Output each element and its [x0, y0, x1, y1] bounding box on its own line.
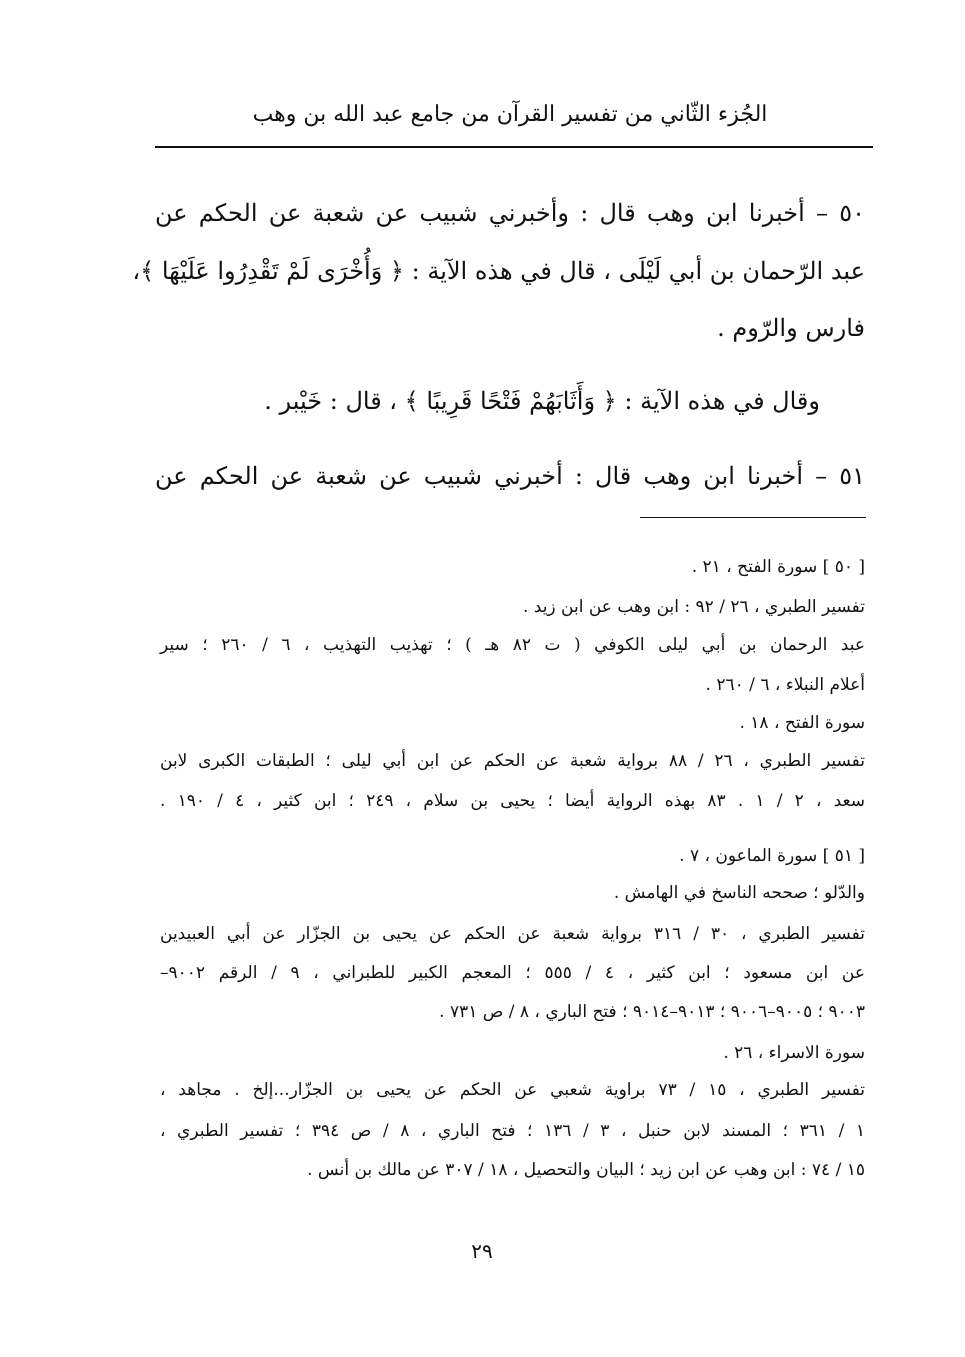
footnote-line-16: ١٥ / ٧٤ : ابن وهب عن ابن زيد ؛ البيان والتحصيل ، ١٨ / ٣٠٧ عن مالك بن أنس .	[307, 1160, 865, 1180]
body-line-2: عبد الرّحمان بن أبي لَيْلَى ، قال في هذه الآية : ﴿ وَأُخْرَى لَمْ تَقْدِرُوا عَلَيْهَا ﴾،	[132, 257, 865, 285]
footnote-line-9: والدّلو ؛ صححه الناسخ في الهامش .	[613, 883, 865, 903]
running-head: الجُزء الثّاني من تفسير القرآن من جامع عبد الله بن وهب	[252, 102, 768, 127]
page-number: ٢٩	[471, 1239, 493, 1263]
footnote-line-1: [ ٥٠ ] سورة الفتح ، ٢١ .	[691, 557, 865, 577]
footnote-line-5: سورة الفتح ، ١٨ .	[739, 713, 865, 733]
body-line-5: ٥١ – أخبرنا ابن وهب قال : أخبرني شبيب عن شعبة عن الحكم عن	[155, 462, 865, 490]
footnote-line-12: ٩٠٠٣ ؛ ٩٠٠٥–٩٠٠٦ ؛ ٩٠١٣–٩٠١٤ ؛ فتح الباري ، ٨ / ص ٧٣١ .	[439, 1002, 865, 1022]
body-line-1: ٥٠ – أخبرنا ابن وهب قال : وأخبرني شبيب عن شعبة عن الحكم عن	[155, 199, 865, 227]
footnote-line-6: تفسير الطبري ، ٢٦ / ٨٨ برواية شعبة عن الحكم عن ابن أبي ليلى ؛ الطبقات الكبرى لابن	[160, 751, 865, 771]
body-line-4: وقال في هذه الآية : ﴿ وَأَثَابَهُمْ فَتْحًا قَرِيبًا ﴾ ، قال : خَيْبر .	[264, 387, 820, 415]
header-rule	[155, 146, 873, 148]
body-line-3: فارس والرّوم .	[717, 314, 865, 342]
footnote-line-10: تفسير الطبري ، ٣٠ / ٣١٦ برواية شعبة عن الحكم عن يحيى بن الجزّار عن أبي العبيدين	[160, 924, 865, 944]
footnote-line-13: سورة الاسراء ، ٢٦ .	[723, 1043, 865, 1063]
footnote-rule	[640, 517, 866, 518]
footnote-line-4: أعلام النبلاء ، ٦ / ٢٦٠ .	[705, 675, 865, 695]
footnote-line-7: سعد ، ٢ / ١ . ٨٣ بهذه الرواية أيضا ؛ يحيى بن سلام ، ٢٤٩ ؛ ابن كثير ، ٤ / ١٩٠ .	[160, 791, 865, 811]
footnote-line-8: [ ٥١ ] سورة الماعون ، ٧ .	[679, 846, 865, 866]
footnote-line-3: عبد الرحمان بن أبي ليلى الكوفي ( ت ٨٢ هـ ) ؛ تهذيب التهذيب ، ٦ / ٢٦٠ ؛ سير	[160, 635, 866, 655]
footnote-line-2: تفسير الطبري ، ٢٦ / ٩٢ : ابن وهب عن ابن زيد .	[522, 597, 865, 617]
footnote-line-14: تفسير الطبري ، ١٥ / ٧٣ براوية شعبي عن الحكم عن يحيى بن الجزّار...إلخ . مجاهد ،	[160, 1080, 865, 1100]
footnote-line-15: ١ / ٣٦١ ؛ المسند لابن حنبل ، ٣ / ١٣٦ ؛ فتح الباري ، ٨ / ص ٣٩٤ ؛ تفسير الطبري ،	[160, 1121, 866, 1141]
footnote-line-11: عن ابن مسعود ؛ ابن كثير ، ٤ / ٥٥٥ ؛ المعجم الكبير للطبراني ، ٩ / الرقم ٩٠٠٢–	[160, 963, 865, 983]
